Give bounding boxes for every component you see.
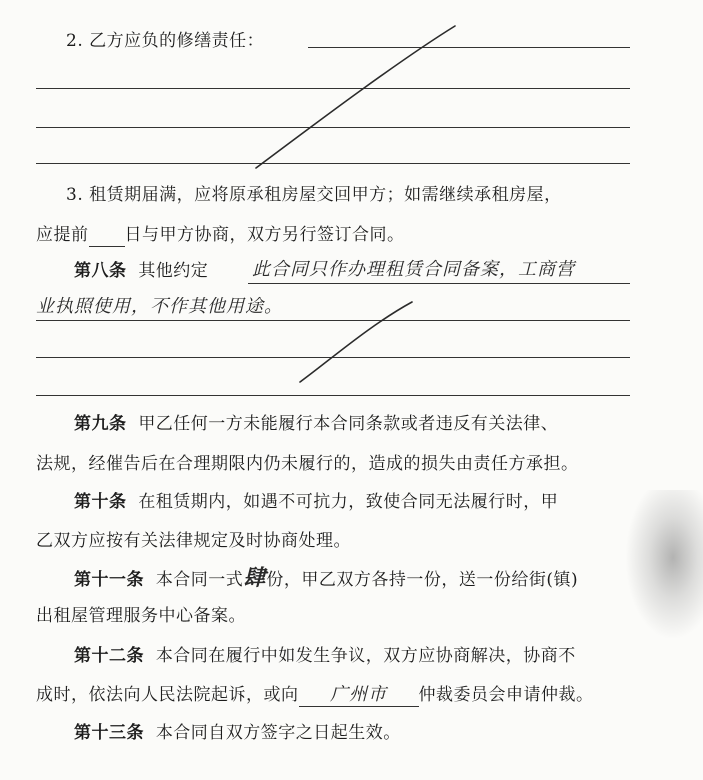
days-blank <box>89 224 125 247</box>
art11-heading: 第十一条 <box>74 570 144 590</box>
art8-rule <box>36 320 630 321</box>
blank-rule <box>36 357 630 358</box>
handwritten-city: 广州市 <box>330 684 387 705</box>
blank-rule <box>36 163 630 164</box>
item3-line1: 3. 租赁期届满，应将原承租房屋交回甲方；如需继续承租房屋， <box>66 185 562 205</box>
art12-line1 <box>74 645 576 667</box>
item2-blank-rule <box>308 47 630 48</box>
art8-handwriting-1: 此合同只作办理租赁合同备案，工商营 <box>252 259 575 280</box>
item3-prefix: 应提前 <box>36 225 89 245</box>
handwritten-copy-count: 肆 <box>243 566 267 591</box>
art8-handwriting-2: 业执照使用，不作其他用途。 <box>36 296 283 317</box>
art10-line1 <box>74 491 558 513</box>
art13-heading: 第十三条 <box>74 723 144 743</box>
blank-rule <box>36 395 630 396</box>
art11-text-suffix: 份，甲乙双方各持一份，送一份给街(镇) <box>266 570 579 590</box>
art12-text-suffix: 仲裁委员会申请仲裁。 <box>418 685 594 705</box>
art8-rule <box>248 283 630 284</box>
scan-smudge <box>625 490 703 640</box>
art11-line1 <box>74 568 578 591</box>
art10-line2: 乙双方应按有关法律规定及时协商处理。 <box>36 531 351 551</box>
arbitration-city-blank <box>299 684 419 707</box>
art13-line <box>74 722 401 744</box>
item3-line2 <box>36 224 405 247</box>
art9-line1 <box>74 413 558 435</box>
item3-suffix: 日与甲方协商，双方另行签订合同。 <box>124 225 405 245</box>
art9-text1: 甲乙任何一方未能履行本合同条款或者违反有关法律、 <box>138 414 559 434</box>
blank-rule <box>36 127 630 128</box>
blank-rule <box>36 88 630 89</box>
art10-text1: 在租赁期内，如遇不可抗力，致使合同无法履行时，甲 <box>138 492 559 512</box>
item2-label: 2. 乙方应负的修缮责任： <box>66 31 265 51</box>
art11-text-prefix: 本合同一式 <box>155 570 244 590</box>
art9-heading: 第九条 <box>74 414 127 434</box>
art8-line1 <box>74 260 208 282</box>
art8-heading: 第八条 <box>74 261 127 281</box>
art12-heading: 第十二条 <box>74 646 144 666</box>
art13-text: 本合同自双方签字之日起生效。 <box>155 723 401 743</box>
art8-label: 其他约定 <box>138 261 209 281</box>
art12-text1: 本合同在履行中如发生争议，双方应协商解决，协商不 <box>155 646 576 666</box>
strike-slash-art8 <box>300 302 412 382</box>
art12-text-prefix: 成时，依法向人民法院起诉，或向 <box>36 685 299 705</box>
art9-line2: 法规，经催告后在合理期限内仍未履行的，造成的损失由责任方承担。 <box>36 454 579 474</box>
art11-line2: 出租屋管理服务中心备案。 <box>36 606 246 626</box>
art10-heading: 第十条 <box>74 492 127 512</box>
art12-line2 <box>36 684 594 707</box>
